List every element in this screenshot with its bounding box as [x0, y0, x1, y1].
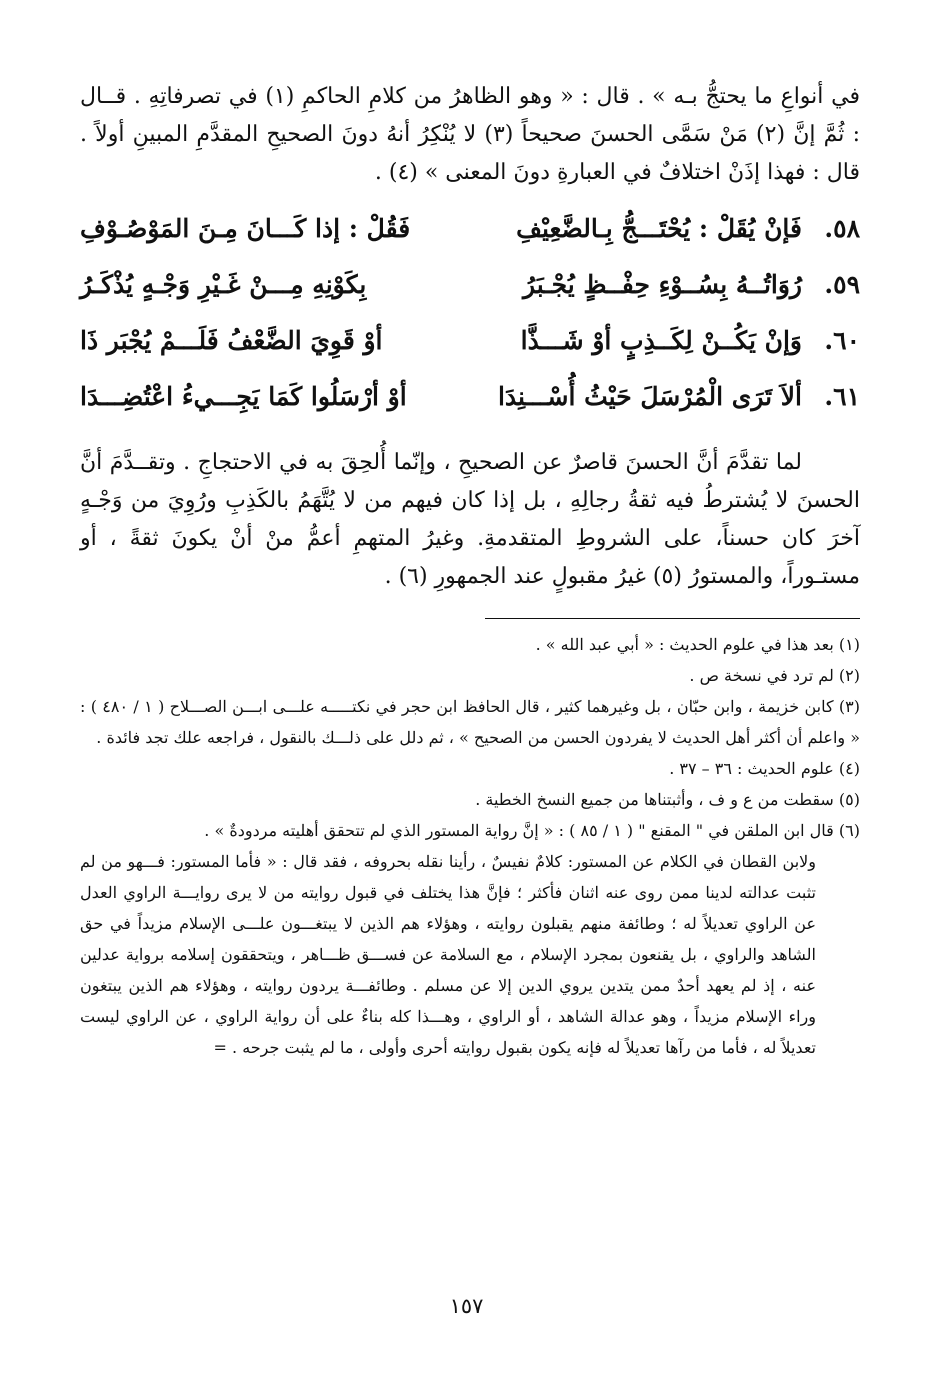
footnotes: [80, 629, 860, 1063]
commentary-paragraph: لما تقدَّمَ أنَّ الحسنَ قاصرٌ عن الصحيحِ ، وإنّما أُلحِقَ به في الاحتجاجِ . وتقــدَّمَ أنَّ الحسنَ لا يُشترطُ فيه ثقةُ رجالِهِ ، بل إذا كان فيهم من لا يُتَّهَمُ بالكَذِبِ ورُوِيَ من وَجْـهٍ آخرَ كان حسناً، على الشروطِ المتقدمةِ. وغيرُ المتهمِ أعمُّ منْ أنْ يكونَ ثقةً ، أو مستـوراً، والمستورُ (٥) غيرُ مقبولٍ عند الجمهورِ (٦) .: [80, 450, 861, 589]
verses-block: [80, 214, 860, 438]
verse-number: ٦١.: [824, 382, 860, 411]
verse-first-hemistich: ألاَ تَرَى الْمُرْسَلَ حَيْثُ أُسْـــنِدَا: [497, 382, 802, 411]
footnote: (٤) علوم الحديث : ٣٦ – ٣٧ .: [669, 759, 860, 778]
verse-first-hemistich: فَإنْ يُقَلْ : يُحْتَـــجُّ بِـالضَّعِيْفِ: [516, 214, 802, 243]
verse-second-hemistich: بِكَوْنِهِ مِـــنْ غَـيْرِ وَجْـهٍ يُذْكَـرُ: [80, 270, 367, 299]
verse-number: ٦٠.: [824, 326, 860, 355]
verse-first-hemistich: رُوَاتُــهُ بِسُــوْءِ حِفْــظٍ يُجْـبَرُ: [522, 270, 802, 299]
verse-line: [80, 382, 860, 438]
verse-second-hemistich: فَقُلْ : إذا كَـــانَ مِـنَ المَوْصُـوْفِ: [80, 214, 411, 243]
intro-paragraph: في أنواعِ ما يحتجُّ بـه » . قال : « وهو الظاهرُ من كلامِ الحاكمِ (١) في تصرفاتِهِ . قــال : ثُمَّ إنَّ (٢) مَنْ سَمَّى الحسنَ صحيحاً (٣) لا يُنْكِرُ أنهُ دونَ الصحيحِ المقدَّمِ المبينِ أولاً . قال : فهذا إذَنْ اختلافٌ في العبارةِ دونَ المعنى » (٤) .: [80, 84, 860, 185]
verse-line: [80, 326, 860, 382]
page-number: ١٥٧: [449, 1294, 484, 1318]
footnote: (٦) قال ابن الملقن في " المقنع " ( ١ / ٨٥ ) : « إنَّ رواية المستور الذي لم تتحقق أهليته مردودةٌ » .: [204, 821, 860, 840]
footnote: (٢) لم ترد في نسخة ص .: [689, 666, 860, 685]
verse-line: [80, 270, 860, 326]
footnote-divider: [485, 618, 860, 619]
verse-line: [80, 214, 860, 270]
footnote-continuation: ولابن القطان في الكلام عن المستور: كلامٌ نفيسٌ ، رأينا نقله بحروفه ، فقد قال : « فأما المستور: فـــهو من لم تثبت عدالته لدينا ممن روى عنه اثنان فأكثر ؛ فإنَّ هذا يختلف في قبول روايته من لا يرى روايـــة الراوي العدل عن الراوي تعديلاً له ؛ وطائفة منهم يقبلون روايته ، وهؤلاء هم الذين لا يبتغـــون علـــى الإسلام مزيداً في حق الشاهد والراوي ، بل يقنعون بمجرد الإسلام ، مع السلامة عن فســـق ظـــاهر ، ويتحققون إسلامه برواية عدلين عنه ، إذ لم يعهد أحدٌ ممن يتدين يروي الدين إلا عن مسلم . وطائفـــة يردون روايته ، وهؤلاء هم الذين يبتغون وراء الإسلام مزيداً ، وهو عدالة الشاهد ، أو الراوي ، وهـــذا كله بناءٌ على أن رواية الراوي ، عن الراوي ليست تعديلاً له ، فأما من رآها تعديلاً له فإنه يكون بقبول روايته أحرى وأولى ، ما لم يثبت جرحه . =: [80, 852, 817, 1057]
verse-number: ٥٩.: [824, 270, 860, 299]
verse-first-hemistich: وَإنْ يَكُــنْ لِكَــذِبٍ أوْ شَـــذَّا: [520, 326, 802, 355]
footnote: (٣) كابن خزيمة ، وابن حبّان ، بل وغيرهما كثير ، قال الحافظ ابن حجر في نكتـــــه علـــى ابـــن الصـــلاح ( ١ / ٤٨٠ ) : « واعلم أن أكثر أهل الحديث لا يفردون الحسن من الصحيح » ، ثم دلل على ذلـــك بالنقول ، فراجعه علك تجد فائدة .: [80, 697, 861, 747]
footnote: (٥) سقطت من ع و ف ، وأثبتناها من جميع النسخ الخطية .: [475, 790, 860, 809]
page-body: [80, 78, 860, 1063]
footnote: (١) بعد هذا في علوم الحديث : « أبي عبد الله » .: [535, 635, 860, 654]
verse-second-hemistich: أوْ قَوِيَ الضَّعْفُ فَلَـــمْ يُجْبَر ذَا: [80, 326, 383, 355]
verse-number: ٥٨.: [824, 214, 860, 243]
verse-second-hemistich: أوْ أرْسَلُوا كَمَا يَجِـــيءُ اعْتُضِـــدَا: [80, 382, 407, 411]
